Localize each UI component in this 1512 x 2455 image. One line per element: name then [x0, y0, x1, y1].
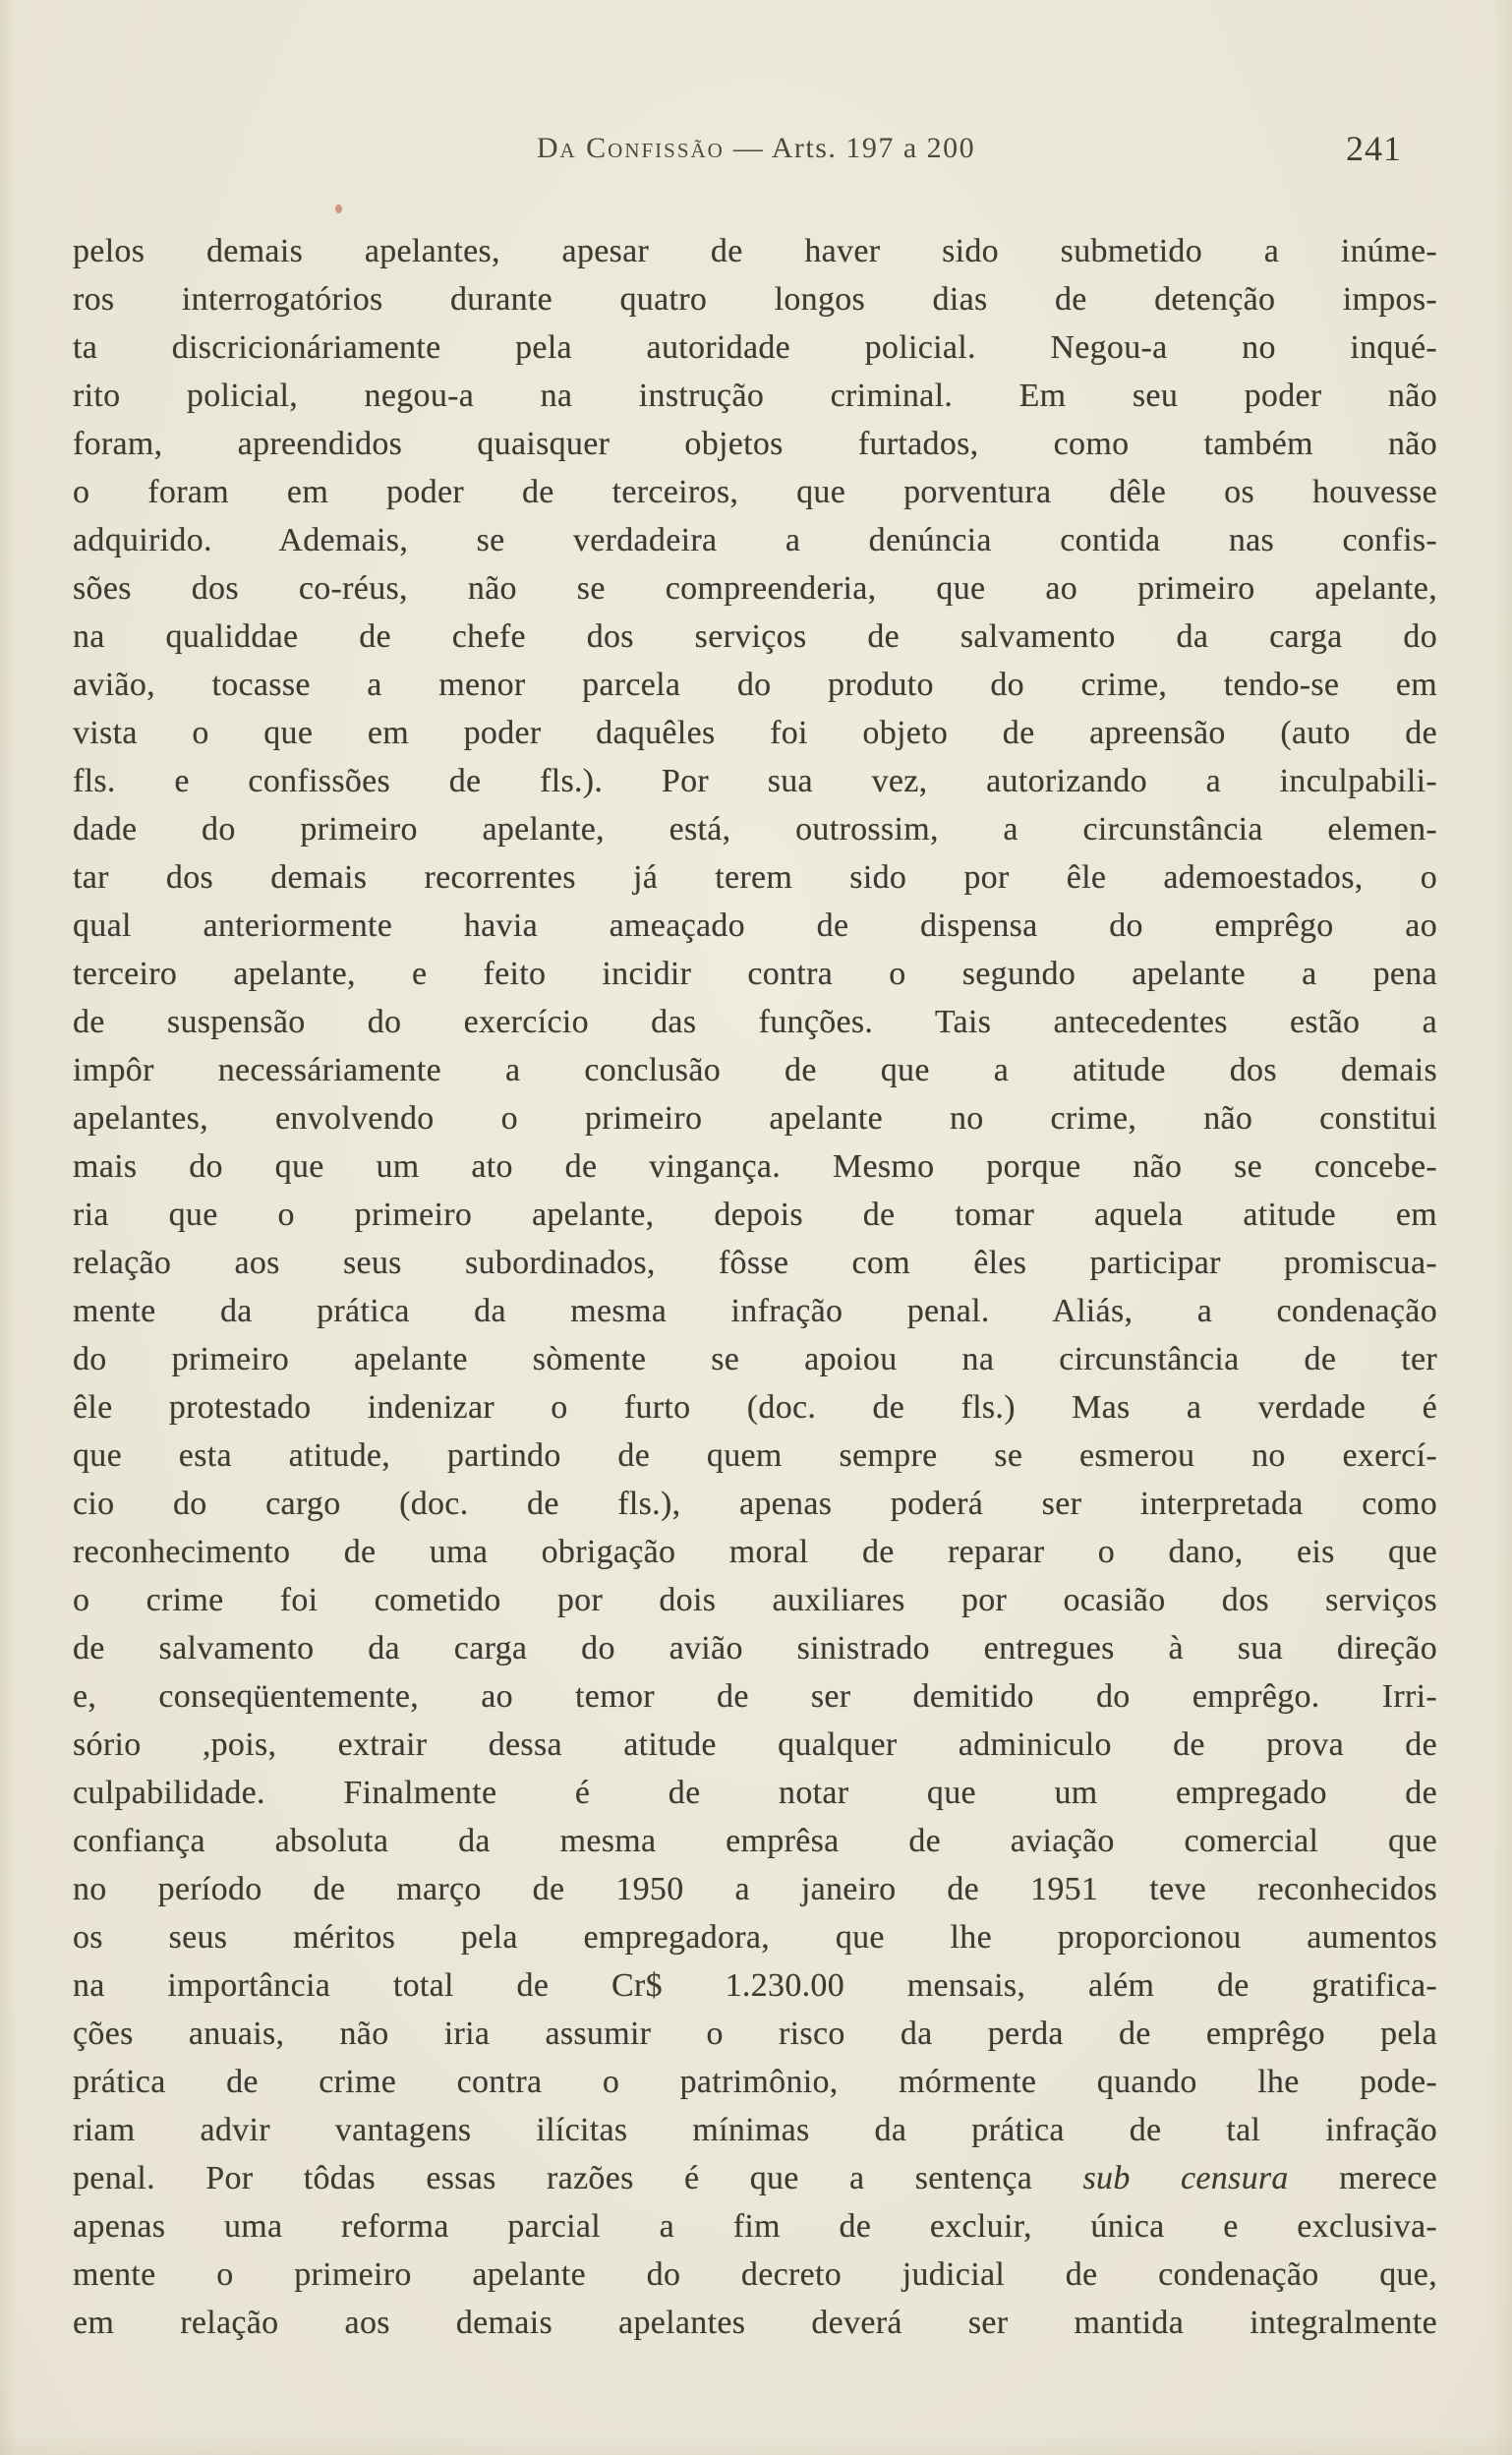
text-line: [73, 709, 1437, 757]
text-segment-italic: sub censura: [1082, 2160, 1289, 2196]
text-segment: o crime foi cometido por dois auxiliares por ocasião dos serviços: [73, 1582, 1437, 1618]
text-line: [73, 2154, 1437, 2202]
running-header: [0, 129, 1512, 175]
text-segment: e, conseqüentemente, ao temor de ser demitido do emprêgo. Irri-: [73, 1678, 1437, 1715]
text-line: [73, 275, 1437, 323]
text-line: [73, 853, 1437, 902]
text-segment: no período de março de 1950 a janeiro de 1951 teve reconhecidos: [73, 1871, 1437, 1907]
text-segment: avião, tocasse a menor parcela do produto do crime, tendo-se em: [73, 667, 1437, 703]
text-segment: em relação aos demais apelantes deverá ser mantida integralmente: [73, 2305, 1437, 2341]
text-line: [73, 1721, 1437, 1769]
text-line: [73, 1817, 1437, 1865]
text-line: [73, 661, 1437, 709]
text-segment: mais do que um ato de vingança. Mesmo porque não se concebe-: [73, 1148, 1437, 1185]
text-line: [73, 757, 1437, 805]
text-line: [73, 1142, 1437, 1191]
text-line: [73, 1576, 1437, 1624]
text-line: [73, 998, 1437, 1046]
text-line: [73, 420, 1437, 468]
text-segment: relação aos seus subordinados, fôsse com êles participar promiscua-: [73, 1245, 1437, 1281]
text-line: [73, 613, 1437, 661]
text-line: [73, 805, 1437, 853]
text-line: [73, 902, 1437, 950]
running-title-articles: — Arts. 197 a 200: [732, 132, 976, 164]
text-line: [73, 1094, 1437, 1142]
text-line: [73, 372, 1437, 420]
text-segment: terceiro apelante, e feito incidir contra o segundo apelante a pena: [73, 956, 1437, 992]
text-line: [73, 2010, 1437, 2058]
text-segment: mente o primeiro apelante do decreto judicial de condenação que,: [73, 2256, 1437, 2293]
text-line: [73, 2250, 1437, 2299]
text-segment: que esta atitude, partindo de quem sempre se esmerou no exercí-: [73, 1437, 1437, 1474]
text-segment: cio do cargo (doc. de fls.), apenas poderá ser interpretada como: [73, 1486, 1437, 1522]
text-segment: reconhecimento de uma obrigação moral de reparar o dano, eis que: [73, 1534, 1437, 1570]
text-segment: tar dos demais recorrentes já terem sido por êle ademoestados, o: [73, 859, 1437, 896]
text-segment: merece: [1288, 2160, 1437, 2196]
text-segment: apenas uma reforma parcial a fim de excluir, única e exclusiva-: [73, 2208, 1437, 2245]
text-line: [73, 1769, 1437, 1817]
running-title: [0, 132, 1512, 165]
text-line: [73, 2299, 1437, 2347]
text-segment: apelantes, envolvendo o primeiro apelante no crime, não constitui: [73, 1100, 1437, 1137]
text-segment: ros interrogatórios durante quatro longos dias de detenção impos-: [73, 281, 1437, 318]
text-segment: ria que o primeiro apelante, depois de tomar aquela atitude em: [73, 1197, 1437, 1233]
text-line: [73, 1913, 1437, 1961]
text-segment: vista o que em poder daquêles foi objeto de apreensão (auto de: [73, 715, 1437, 751]
text-segment: dade do primeiro apelante, está, outrossim, a circunstância elemen-: [73, 811, 1437, 848]
text-segment: êle protestado indenizar o furto (doc. de fls.) Mas a verdade é: [73, 1389, 1437, 1426]
text-line: [73, 323, 1437, 372]
text-segment: adquirido. Ademais, se verdadeira a denúncia contida nas confis-: [73, 522, 1437, 558]
text-segment: prática de crime contra o patrimônio, mórmente quando lhe pode-: [73, 2064, 1437, 2100]
text-segment: fls. e confissões de fls.). Por sua vez, autorizando a inculpabili-: [73, 763, 1437, 799]
text-line: [73, 1335, 1437, 1383]
text-segment: sório ,pois, extrair dessa atitude qualquer adminiculo de prova de: [73, 1726, 1437, 1763]
text-segment: penal. Por tôdas essas razões é que a sentença: [73, 2160, 1083, 2196]
page-number: 241: [1346, 129, 1402, 168]
text-line: [73, 1528, 1437, 1576]
text-segment: impôr necessáriamente a conclusão de que a atitude dos demais: [73, 1052, 1437, 1088]
text-line: [73, 1624, 1437, 1672]
text-line: [73, 227, 1437, 275]
running-title-chapter: Da Confissão: [536, 132, 725, 164]
text-line: [73, 950, 1437, 998]
text-segment: de suspensão do exercício das funções. Tais antecedentes estão a: [73, 1004, 1437, 1040]
text-segment: ta discricionáriamente pela autoridade policial. Negou-a no inqué-: [73, 329, 1437, 366]
text-line: [73, 564, 1437, 613]
text-segment: foram, apreendidos quaisquer objetos furtados, como também não: [73, 426, 1437, 462]
text-segment: na importância total de Cr$ 1.230.00 mensais, além de gratifica-: [73, 1967, 1437, 2004]
text-segment: culpabilidade. Finalmente é de notar que um empregado de: [73, 1775, 1437, 1811]
text-line: [73, 468, 1437, 516]
text-segment: na qualiddae de chefe dos serviços de salvamento da carga do: [73, 618, 1437, 655]
text-segment: confiança absoluta da mesma emprêsa de aviação comercial que: [73, 1823, 1437, 1859]
text-segment: de salvamento da carga do avião sinistrado entregues à sua direção: [73, 1630, 1437, 1666]
text-line: [73, 1191, 1437, 1239]
text-segment: do primeiro apelante sòmente se apoiou na circunstância de ter: [73, 1341, 1437, 1377]
text-segment: qual anteriormente havia ameaçado de dispensa do emprêgo ao: [73, 907, 1437, 944]
text-segment: pelos demais apelantes, apesar de haver sido submetido a inúme-: [73, 233, 1437, 269]
text-line: [73, 1432, 1437, 1480]
text-line: [73, 2058, 1437, 2106]
ink-speck: [335, 205, 342, 213]
text-segment: rito policial, negou-a na instrução criminal. Em seu poder não: [73, 378, 1437, 414]
text-line: [73, 1865, 1437, 1913]
text-segment: o foram em poder de terceiros, que porventura dêle os houvesse: [73, 474, 1437, 510]
text-segment: ções anuais, não iria assumir o risco da perda de emprêgo pela: [73, 2016, 1437, 2052]
text-segment: os seus méritos pela empregadora, que lhe proporcionou aumentos: [73, 1919, 1437, 1956]
text-line: [73, 1383, 1437, 1432]
text-line: [73, 2106, 1437, 2154]
text-line: [73, 2202, 1437, 2250]
body-text-block: [73, 227, 1437, 2347]
text-line: [73, 1287, 1437, 1335]
text-segment: mente da prática da mesma infração penal. Aliás, a condenação: [73, 1293, 1437, 1329]
text-line: [73, 1239, 1437, 1287]
text-line: [73, 1672, 1437, 1721]
text-segment: riam advir vantagens ilícitas mínimas da prática de tal infração: [73, 2112, 1437, 2148]
text-line: [73, 1961, 1437, 2010]
text-segment: sões dos co-réus, não se compreenderia, que ao primeiro apelante,: [73, 570, 1437, 607]
text-line: [73, 516, 1437, 564]
text-line: [73, 1046, 1437, 1094]
text-line: [73, 1480, 1437, 1528]
